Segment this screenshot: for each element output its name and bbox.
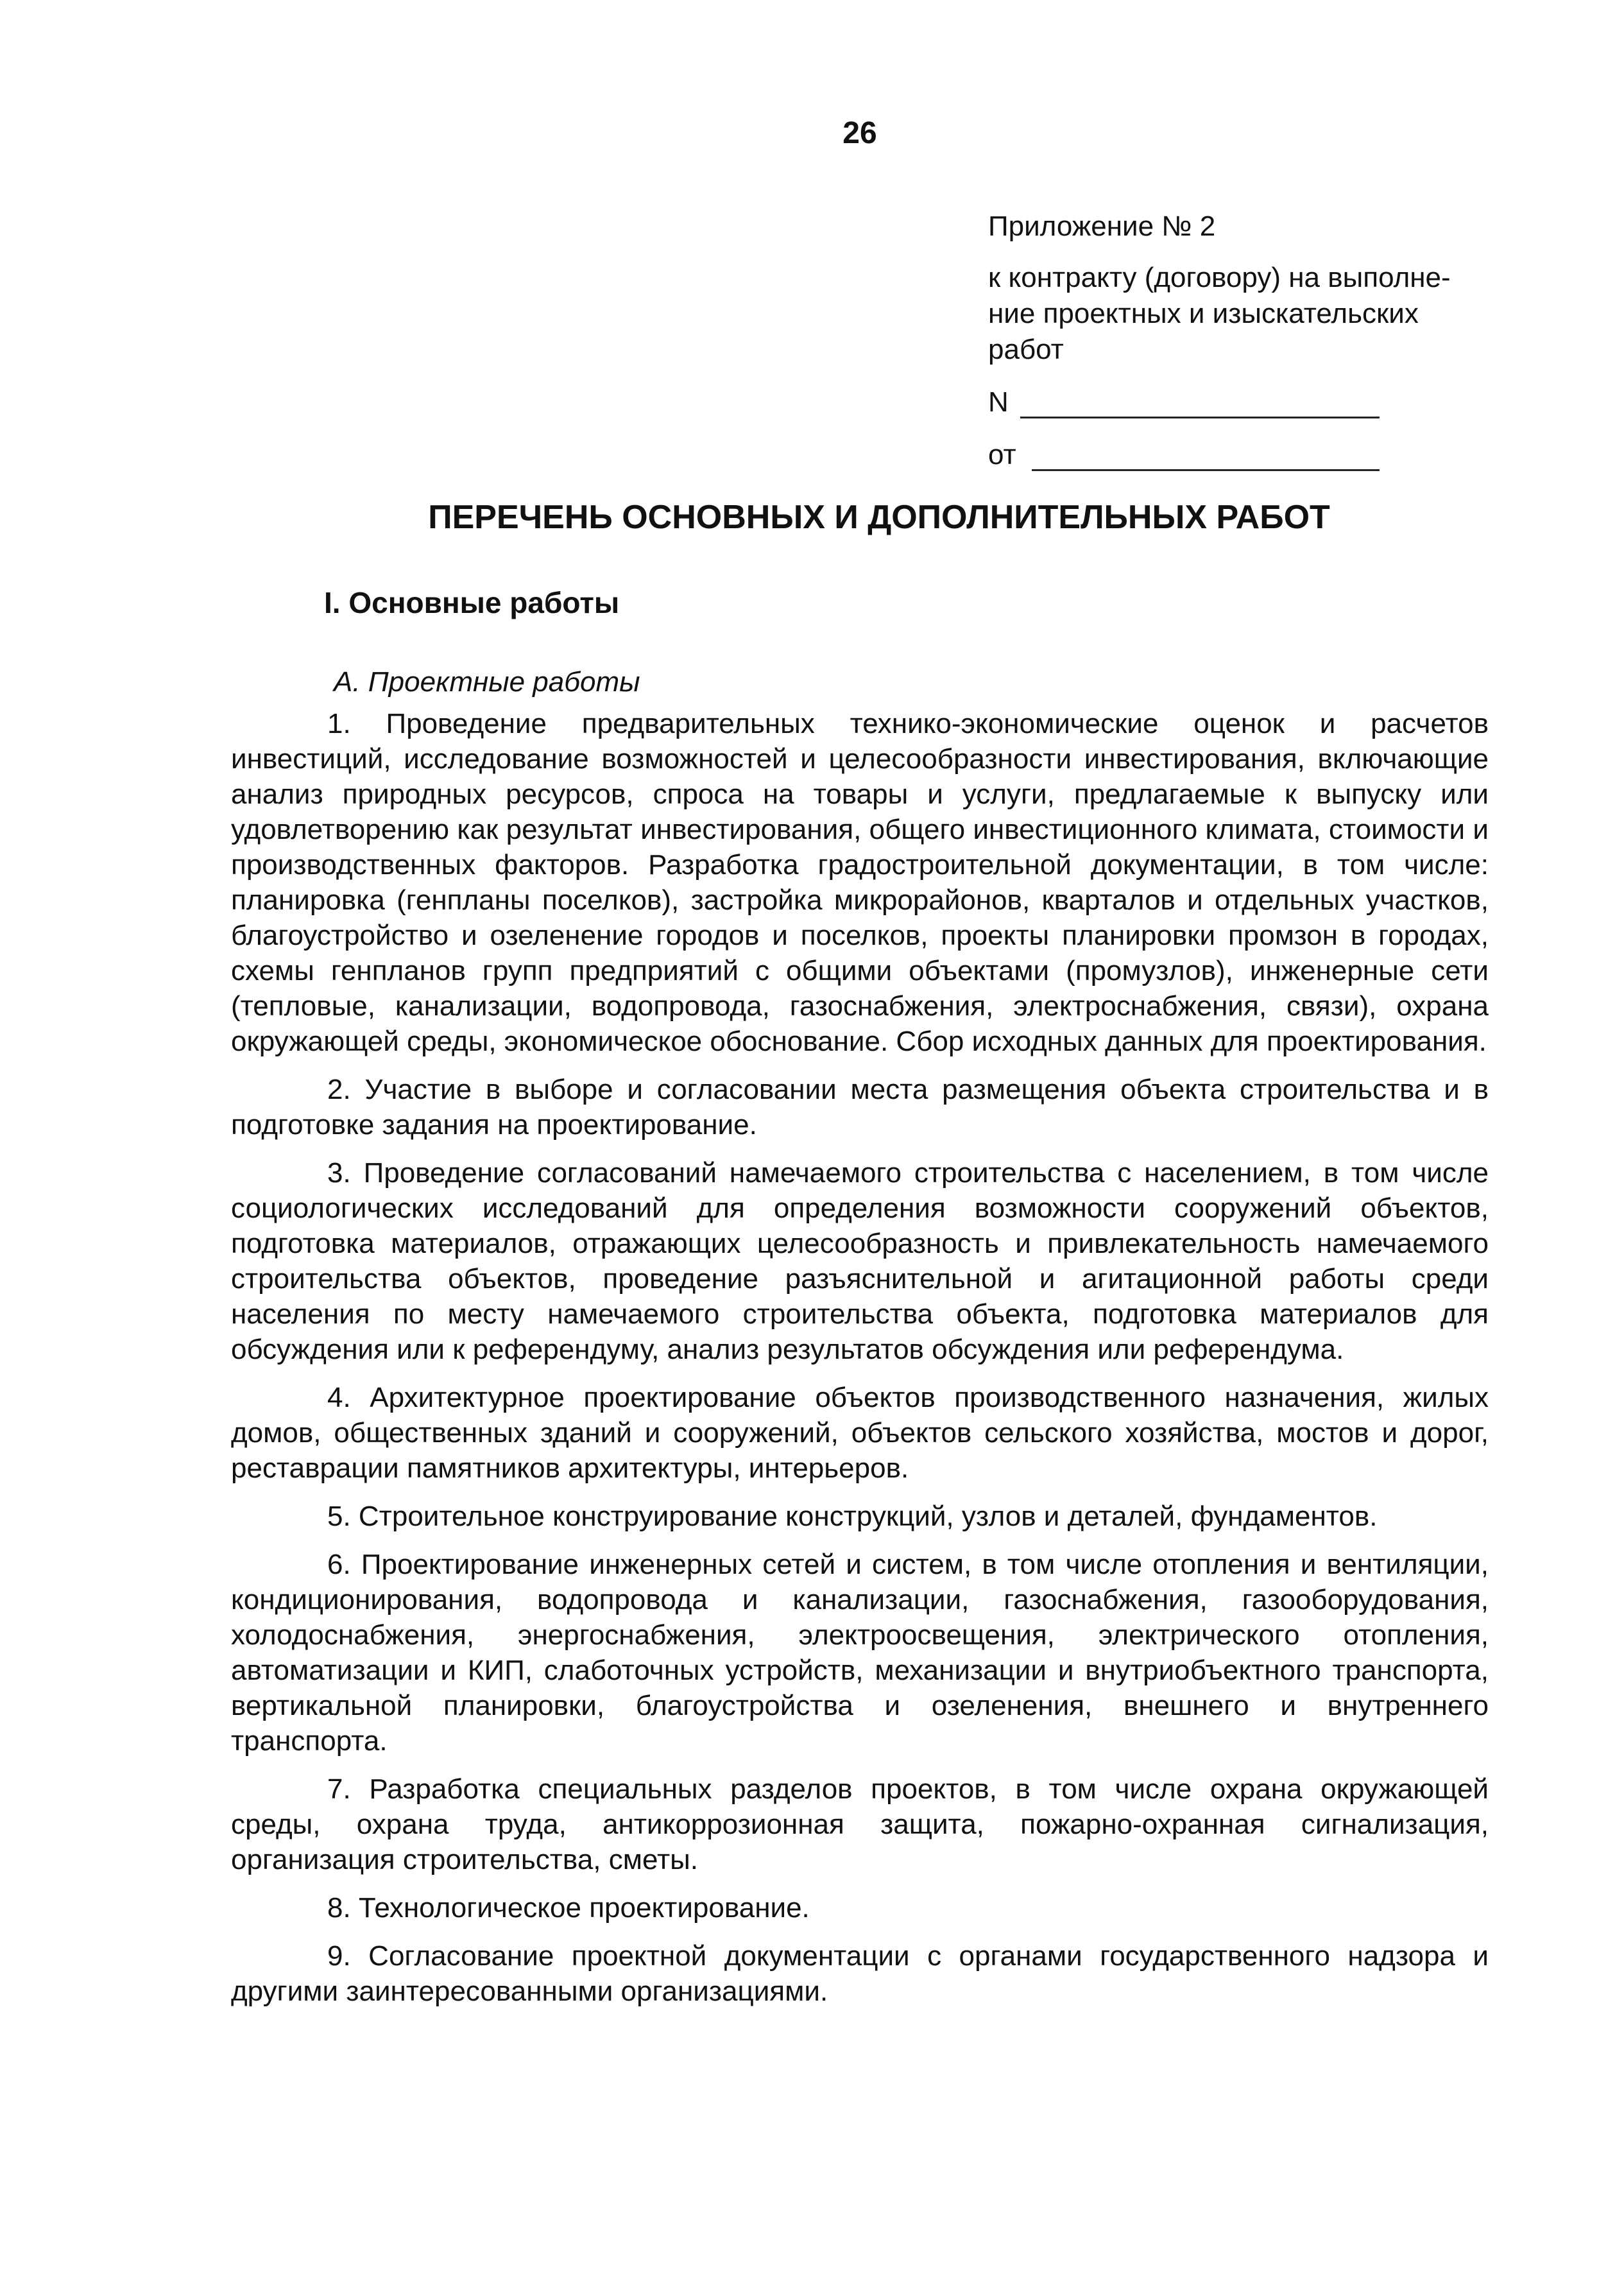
paragraph-4: 4. Архитектурное проектирование объектов производственного назначения, жилых домов, общественных зданий и сооружений, объектов сельского хозяйства, мостов и дорог, реставрации памятников архитектуры, интерьеров. — [231, 1382, 1489, 1484]
subsection-heading: А. Проектные работы — [334, 666, 640, 698]
appendix-line: работ — [988, 334, 1064, 365]
contract-number-label: N — [988, 386, 1009, 418]
page-number: 26 — [842, 116, 877, 150]
contract-date-field — [988, 437, 1501, 473]
contract-date-label: от — [988, 439, 1016, 470]
appendix-line: ние проектных и изыскательских — [988, 298, 1419, 329]
paragraph-8: 8. Технологическое проектирование. — [327, 1892, 810, 1924]
paragraph-6: 6. Проектирование инженерных сетей и систем, в том числе отопления и вентиляции, кондиционирования, водопровода и канализации, газоснабжения, газооборудования, холодоснабжения, энергоснабжения, электроосвещения, электрического отопления, автоматизации и КИП, слаботочных устройств, механизации и внутриобъектного транспорта, вертикальной планировки, благоустройства и озеленения, внешнего и внутреннего транспорта. — [231, 1549, 1489, 1757]
contract-number-blank — [1020, 417, 1380, 418]
section-heading: I. Основные работы — [324, 586, 620, 619]
contract-number-field — [988, 384, 1501, 420]
paragraph-3: 3. Проведение согласований намечаемого строительства с населением, в том числе социологических исследований для определения возможности сооружений объектов, подготовка материалов, отражающих целесообразность и привлекательность намечаемого строительства объектов, проведение разъяснительной и агитационной работы среди населения по месту намечаемого строительства объекта, подготовка материалов для обсуждения или к референдуму, анализ результатов обсуждения или референдума. — [231, 1157, 1489, 1365]
appendix-line: к контракту (договору) на выполне- — [988, 262, 1451, 293]
paragraph-5: 5. Строительное конструирование конструкций, узлов и деталей, фундаментов. — [327, 1501, 1378, 1532]
paragraph-7: 7. Разработка специальных разделов проектов, в том числе охрана окружающей среды, охрана труда, антикоррозионная защита, пожарно-охранная сигнализация, организация строительства, сметы. — [231, 1773, 1489, 1875]
document-title: ПЕРЕЧЕНЬ ОСНОВНЫХ И ДОПОЛНИТЕЛЬНЫХ РАБОТ — [428, 499, 1330, 536]
paragraph-1: 1. Проведение предварительных технико-экономические оценок и расчетов инвестиций, исследование возможностей и целесообразности инвестирования, включающие анализ природных ресурсов, спроса на товары и услуги, предлагаемые к выпуску или удовлетворению как результат инвестирования, общего инвестиционного климата, стоимости и производственных факторов. Разработка градостроительной документации, в том числе: планировка (генпланы поселков), застройка микрорайонов, кварталов и отдельных участков, благоустройство и озеленение городов и поселков, проекты планировки промзон в городах, схемы генпланов групп предприятий с общими объектами (промузлов), инженерные сети (тепловые, канализации, водопровода, газоснабжения, электроснабжения, связи), охрана окружающей среды, экономическое обоснование. Сбор исходных данных для проектирования. — [231, 708, 1489, 1057]
body-text — [231, 706, 1489, 2022]
contract-date-blank — [1032, 469, 1380, 471]
paragraph-9: 9. Согласование проектной документации с органами государственного надзора и другими заинтересованными организациями. — [231, 1940, 1489, 2007]
appendix-block — [988, 209, 1501, 473]
paragraph-2: 2. Участие в выборе и согласовании места размещения объекта строительства и в подготовке задания на проектирование. — [231, 1074, 1489, 1141]
appendix-title: Приложение № 2 — [988, 211, 1216, 242]
